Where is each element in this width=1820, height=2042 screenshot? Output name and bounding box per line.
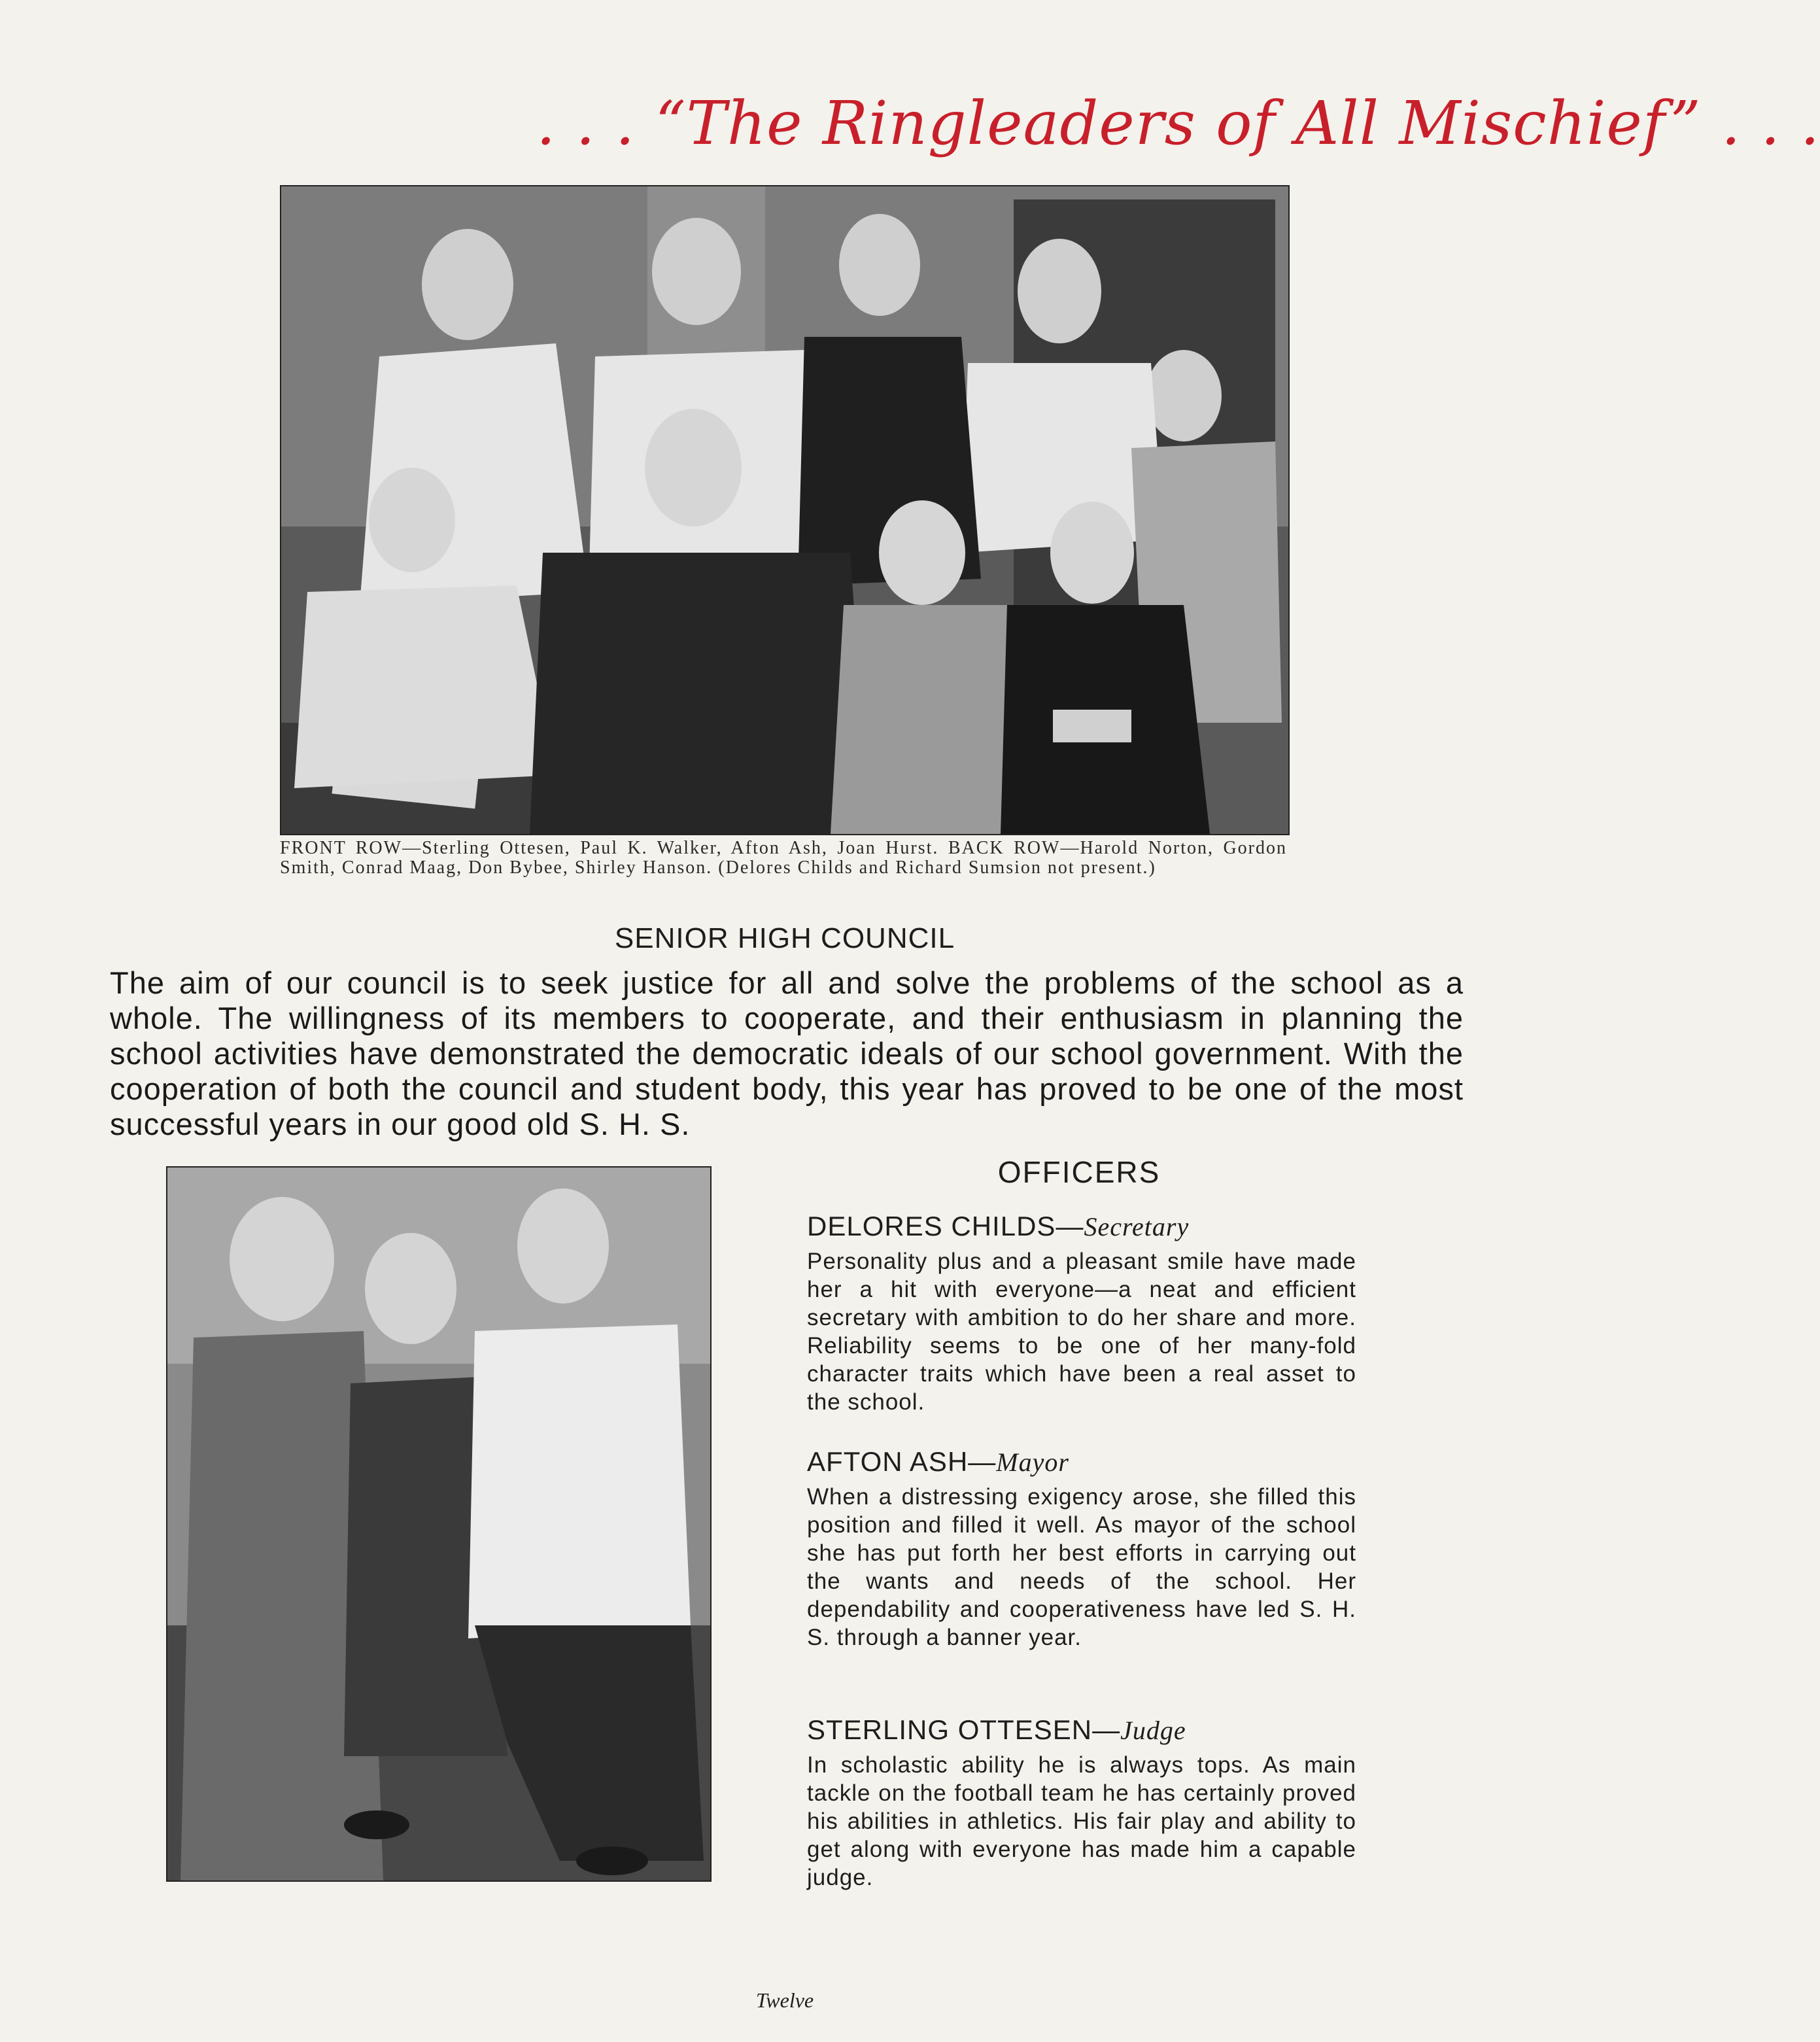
section-heading: SENIOR HIGH COUNCIL	[614, 922, 955, 954]
officer-name: STERLING OTTESEN	[807, 1714, 1093, 1745]
photo-caption: FRONT ROW—Sterling Ottesen, Paul K. Walker, Afton Ash, Joan Hurst. BACK ROW—Harold Norton, Gordon Smith, Conrad Maag, Don Bybee, Shirley Hanson. (Delores Childs and Richard Sumsion not present.)	[280, 838, 1287, 878]
officer-role: Mayor	[996, 1447, 1069, 1477]
officer-name: AFTON ASH	[807, 1446, 969, 1477]
page-number: Twelve	[755, 1988, 814, 2012]
officer-bio: When a distressing exigency arose, she filled this position and filled it well. As mayor of the school she has put forth her best efforts in carrying out the wants and needs of the school. Her dependability and cooperativeness have led S. H. S. through a banner year.	[807, 1484, 1356, 1650]
officer-role: Secretary	[1084, 1212, 1190, 1241]
council-intro-paragraph: The aim of our council is to seek justice for all and solve the problems of the school as a whole. The willingness of its members to cooperate, and their enthusiasm in planning the school activities have demonstrated the democratic ideals of our school government. With the cooperation of both the council and student body, this year has proved to be one of the most successful years in our good old S. H. S.	[110, 965, 1464, 1141]
group-photo-illustration	[281, 186, 1288, 834]
officer-bio: Personality plus and a pleasant smile have made her a hit with everyone—a neat and efficient secretary with ambition to do her share and more. Reliability seems to be one of her many-fold character traits which have been a real asset to the school.	[807, 1249, 1356, 1415]
officer-name-line: DELORES CHILDS—Secretary	[807, 1211, 1190, 1241]
officer-entry-judge	[807, 1714, 1356, 1892]
council-group-photo	[280, 185, 1290, 835]
officer-bio: In scholastic ability he is always tops. As main tackle on the football team he has certainly proved his abilities in athletics. His fair play and ability to get along with everyone has made him a capable judge.	[807, 1752, 1356, 1890]
officer-name-line: STERLING OTTESEN—Judge	[807, 1714, 1186, 1745]
page-title-banner: . . . “The Ringleaders of All Mischief” . . .	[536, 88, 1820, 158]
officer-role: Judge	[1120, 1716, 1186, 1745]
officer-entry-secretary	[807, 1210, 1356, 1416]
officers-heading: OFFICERS	[997, 1155, 1161, 1189]
officer-name-line: AFTON ASH—Mayor	[807, 1446, 1069, 1477]
officer-entry-mayor	[807, 1445, 1356, 1652]
officers-photo-illustration	[167, 1168, 710, 1880]
officer-name: DELORES CHILDS	[807, 1211, 1056, 1241]
officers-photo	[166, 1166, 712, 1882]
